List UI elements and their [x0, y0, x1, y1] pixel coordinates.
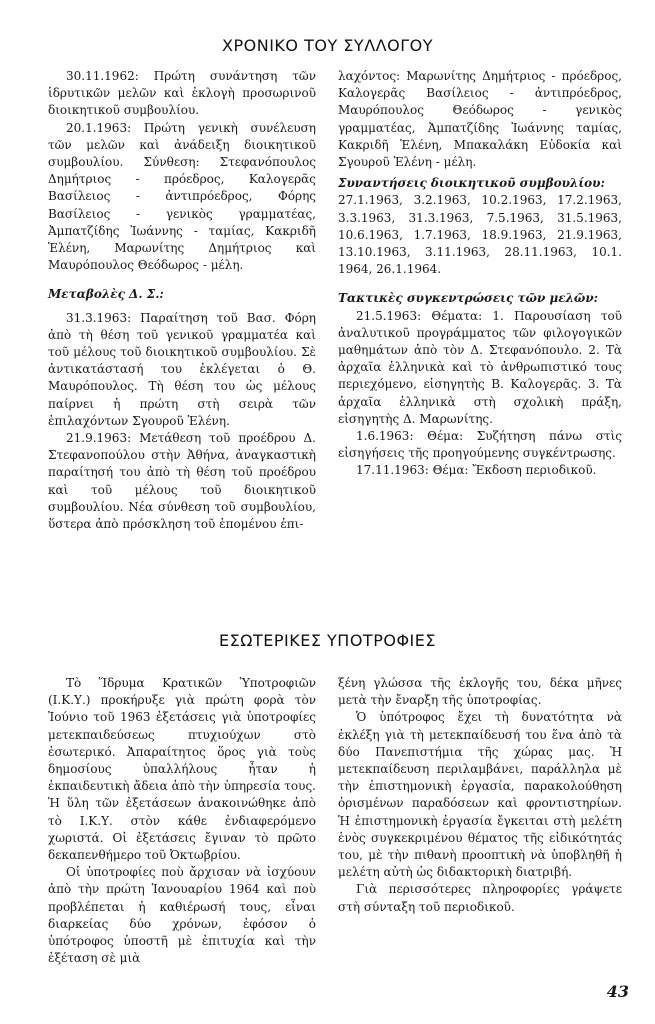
- subheading-board-changes: Μεταβολὲς Δ. Σ.:: [48, 287, 164, 302]
- subheading-member-meetings: Τακτικὲς συγκεντρώσεις τῶν μελῶν:: [338, 291, 599, 306]
- paragraph: ξένη γλώσσα τῆς ἐκλογῆς του, δέκα μῆνες μετὰ τὴν ἔναρξη τῆς ὑποτροφίας.: [338, 676, 622, 708]
- page-number: 43: [606, 982, 629, 1001]
- paragraph: λαχόντος: Μαρωνίτης Δημήτριος - πρόεδρος, Καλογερᾶς Βασίλειος - ἀντιπρόεδρος, Μαυρόπουλος Θεόδωρος - γενικὸς γραμματέας, Ἀμπατζίδης Ἰωάννης ταμίας, Κακριδῆ Ἑλένη, Μπακαλάκη Εὐδοκία καὶ Σγουροῦ Ἑλένη - μέλη.: [338, 69, 622, 170]
- scholarships-column-left: [48, 675, 316, 967]
- paragraph: Γιὰ περισσότερες πληροφορίες γράψετε στὴ σύνταξη τοῦ περιοδικοῦ.: [338, 882, 622, 914]
- paragraph: 21.9.1963: Μετάθεση τοῦ προέδρου Δ. Στεφανοπούλου στὴν Ἀθήνα, ἀναγκαστικὴ παραίτησή του ἀπὸ τὴ θέση τοῦ προέδρου καὶ τοῦ μέλους τοῦ διοικητικοῦ συμβουλίου. Νέα σύνθεση τοῦ συμβουλίου, ὕστερα ἀπὸ πρόσκληση τοῦ ἑπομένου ἐπι-: [48, 431, 316, 532]
- paragraph: Οἱ ὑποτροφίες ποὺ ἄρχισαν νὰ ἰσχύουν ἀπὸ τὴν πρώτη Ἰανουαρίου 1964 καὶ ποὺ προβλέπεται ἡ καθιέρωσή τους, εἶναι διαρκείας δύο χρόνων, ἐφόσον ὁ ὑπότροφος ὑποστῆ μὲ ἐπιτυχία καὶ τὴν ἐξέταση σὲ μιὰ: [48, 865, 316, 966]
- paragraph: Ὁ ὑπότροφος ἔχει τὴ δυνατότητα νὰ ἐκλέξη γιὰ τὴ μετεκπαίδευσή του ἕνα ἀπὸ τὰ δύο Πανεπιστήμια τῆς χώρας μας. Ἡ μετεκπαίδευση περιλαμβάνει, παράλληλα μὲ τὴν ἐπιστημονικὴ ἐργασία, παρακολούθηση ὁρισμένων παραδόσεων καὶ φροντιστηρίων. Ἡ ἐπιστημονικὴ ἐργασία ἔγκειται στὴ μελέτη ἑνὸς συγκεκριμένου θέματος τῆς εἰδικότητάς του, μὲ τὴν πιθανὴ προοπτικὴ νὰ ὑποβληθῆ ἡ μελέτη αὐτὴ ὡς διδακτορικὴ διατριβή.: [338, 710, 622, 880]
- paragraph: 1.6.1963: Θέμα: Συζήτηση πάνω στὶς εἰσηγήσεις τῆς προηγούμενης συγκέντρωσης.: [338, 429, 622, 461]
- chronicle-column-left: [48, 68, 316, 533]
- paragraph: 20.1.1963: Πρώτη γενικὴ συνέλευση τῶν μελῶν καὶ ἀνάδειξη διοικητικοῦ συμβουλίου. Σύνθεση: Στεφανόπουλος Δημήτριος - πρόεδρος, Καλογερᾶς Βασίλειος - ἀντιπρόεδρος, Φόρης Βασίλειος - γενικὸς γραμματέας, Ἀμπατζίδης Ἰωάννης - ταμίας, Κακριδῆ Ἑλένη, Μαρωνίτης Δημήτριος καὶ Μαυρόπουλος Θεόδωρος - μέλη.: [48, 120, 316, 273]
- paragraph: 31.3.1963: Παραίτηση τοῦ Βασ. Φόρη ἀπὸ τὴ θέση τοῦ γενικοῦ γραμματέα καὶ τοῦ μέλους τοῦ διοικητικοῦ συμβουλίου. Σὲ ἀντικατάστασή του ἐκλέγεται ὁ Θ. Μαυρόπουλος. Τὴ θέση του ὡς μέλους παίρνει ἡ πρώτη στὴ σειρὰ τῶν ἐπιλαχόντων Σγουροῦ Ἑλένη.: [48, 310, 316, 428]
- paragraph: 30.11.1962: Πρώτη συνάντηση τῶν ἱδρυτικῶν μελῶν καὶ ἐκλογὴ προσωρινοῦ διοικητικοῦ συμβουλίου.: [48, 69, 316, 118]
- section-title-scholarships: ΕΣΩΤΕΡΙΚΕΣ ΥΠΟΤΡΟΦΙΕΣ: [219, 631, 436, 650]
- section-title-chronicle: ΧΡΟΝΙΚΟ ΤΟΥ ΣΥΛΛΟΓΟΥ: [222, 36, 433, 55]
- scholarships-column-right: [338, 675, 622, 916]
- paragraph: 21.5.1963: Θέματα: 1. Παρουσίαση τοῦ ἀναλυτικοῦ προγράμματος τῶν φιλογογικῶν μαθημάτων ἀπὸ τὸν Δ. Στεφανόπουλο. 2. Τὰ ἀρχαῖα ἑλληνικὰ καὶ τὸ ἀνθρωπιστικό τους περιεχόμενο, εἰσηγητὴς Β. Καλογερᾶς. 3. Τὰ ἀρχαῖα ἑλληνικὰ στὴ σχολικὴ πράξη, εἰσηγητὴς Δ. Μαρωνίτης.: [338, 308, 622, 426]
- chronicle-column-right: [338, 68, 622, 480]
- paragraph: Τὸ Ἵδρυμα Κρατικῶν Ὑποτροφιῶν (Ι.Κ.Υ.) προκήρυξε γιὰ πρώτη φορὰ τὸν Ἰούνιο τοῦ 1963 ἐξετάσεις γιὰ ὑποτροφίες μετεκπαιδεύσεως πτυχιούχων στὸ ἐσωτερικό. Ἀπαραίτητος ὅρος γιὰ τοὺς δημοσίους ὑπαλλήλους ἦταν ἡ ἐκπαιδευτικὴ ἄδεια ἀπὸ τὴν ὑπηρεσία τους. Ἡ ὕλη τῶν ἐξετάσεων ἀνακοινώθηκε ἀπὸ τὸ Ι.Κ.Υ. στὸν κάθε ἐνδιαφερόμενο χωριστά. Οἱ ἐξετάσεις ἔγιναν τὸ πρῶτο δεκαπενθήμερο τοῦ Ὀκτωβρίου.: [48, 676, 316, 863]
- meeting-dates: 27.1.1963, 3.2.1963, 10.2.1963, 17.2.1963, 3.3.1963, 31.3.1963, 7.5.1963, 31.5.1963, 10.6.1963, 1.7.1963, 18.9.1963, 21.9.1963, 13.10.1963, 3.11.1963, 28.11.1963, 10.1. 1964, 26.1.1964.: [338, 193, 622, 277]
- paragraph: 17.11.1963: Θέμα: Ἔκδοση περιοδικοῦ.: [356, 463, 597, 478]
- subheading-board-meetings: Συναντήσεις διοικητικοῦ συμβουλίου:: [338, 176, 605, 191]
